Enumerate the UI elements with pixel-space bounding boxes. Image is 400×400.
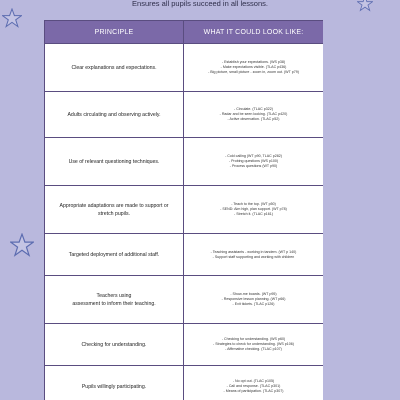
principle-text: Checking for understanding. (81, 341, 147, 348)
principle-cell (45, 44, 184, 92)
column-header-principle: PRINCIPLE (45, 21, 184, 44)
table-row (45, 324, 324, 366)
example-item: - Strategies to check for understanding. (WS p106) (213, 342, 294, 346)
principle-cell (45, 324, 184, 366)
example-item: - Process questions (WT p90) (229, 164, 278, 168)
example-item: - Affirmative checking. (TLAC p107) (225, 347, 282, 351)
principle-text: Pupils willingly participating. (81, 383, 147, 390)
principles-table (44, 20, 323, 400)
table-row (45, 186, 324, 234)
example-item: - Show-me boards. (WT p95) (230, 292, 277, 296)
examples-cell (184, 276, 324, 324)
principle-text: assessment to inform their teaching. (72, 300, 156, 307)
example-item: - Call and response. (TLAC p301) (226, 384, 281, 388)
table-row (45, 234, 324, 276)
principle-text: Clear explanations and expectations. (71, 64, 157, 71)
example-item: - Circulate. (TLAC p322) (234, 107, 273, 111)
example-item: - Means of participation. (TLAC p307) (223, 389, 284, 393)
table-row (45, 44, 324, 92)
principle-cell (45, 234, 184, 276)
example-item: - Teaching assistants - working in tandem. (WT p 140) (210, 249, 297, 254)
examples-cell (184, 234, 324, 276)
principle-cell (45, 138, 184, 186)
examples-cell (184, 44, 324, 92)
table-row (45, 138, 324, 186)
principle-cell (45, 276, 184, 324)
principle-text: stretch pupils. (97, 210, 130, 217)
example-item: - Cold calling (WT p90, TLAC p282) (225, 154, 282, 158)
principle-cell (45, 92, 184, 138)
example-item: - Establish your expectations. (WS p38) (221, 60, 286, 64)
principle-text: Appropriate adaptations are made to support or (59, 202, 169, 209)
page-subtitle: Ensures all pupils succeed in all lessons. (132, 0, 268, 8)
example-item: - Support staff supporting and working with children (212, 254, 295, 259)
examples-cell (184, 366, 324, 400)
example-item: - Responsive lesson planning. (WT p66) (221, 297, 286, 301)
table-row (45, 92, 324, 138)
example-item: - No opt out. (TLAC p105) (232, 379, 275, 383)
example-item: - Active observation. (TLAC p52) (227, 117, 280, 121)
star-icon (2, 8, 22, 28)
table-row (45, 366, 324, 400)
example-item: - Stretch it. (TLAC p161) (234, 212, 273, 216)
example-item: - Checking for understanding. (WS p60) (221, 337, 286, 341)
example-item: - Exit tickets. (TLAC p126) (232, 302, 275, 306)
principle-text: Use of relevant questioning techniques. (68, 158, 160, 165)
examples-cell (184, 324, 324, 366)
examples-cell (184, 92, 324, 138)
star-icon (357, 0, 373, 12)
column-header-examples: WHAT IT COULD LOOK LIKE: (184, 21, 324, 44)
principle-text: Adults circulating and observing actively. (67, 111, 161, 118)
example-item: - Big picture, small picture - zoom in, zoom out. (WT p79) (208, 70, 299, 74)
examples-cell (184, 186, 324, 234)
example-item: - SEND: Aim high, plan support. (WT p78) (220, 207, 287, 211)
example-item: - Make expectations visible. (TLAC p436) (220, 65, 287, 69)
example-item: - Radar and be seen looking. (TLAC p420) (219, 112, 288, 116)
star-icon (10, 233, 34, 257)
principle-text: Teachers using (96, 292, 132, 299)
principle-text: Targeted deployment of additional staff. (68, 251, 160, 258)
table-row (45, 276, 324, 324)
table-header-row (45, 21, 324, 44)
example-item: - Probing questions (WS p100) (228, 159, 279, 163)
example-item: - Teach to the top. (WT p50) (231, 202, 276, 206)
principle-cell (45, 366, 184, 400)
principle-cell (45, 186, 184, 234)
examples-cell (184, 138, 324, 186)
